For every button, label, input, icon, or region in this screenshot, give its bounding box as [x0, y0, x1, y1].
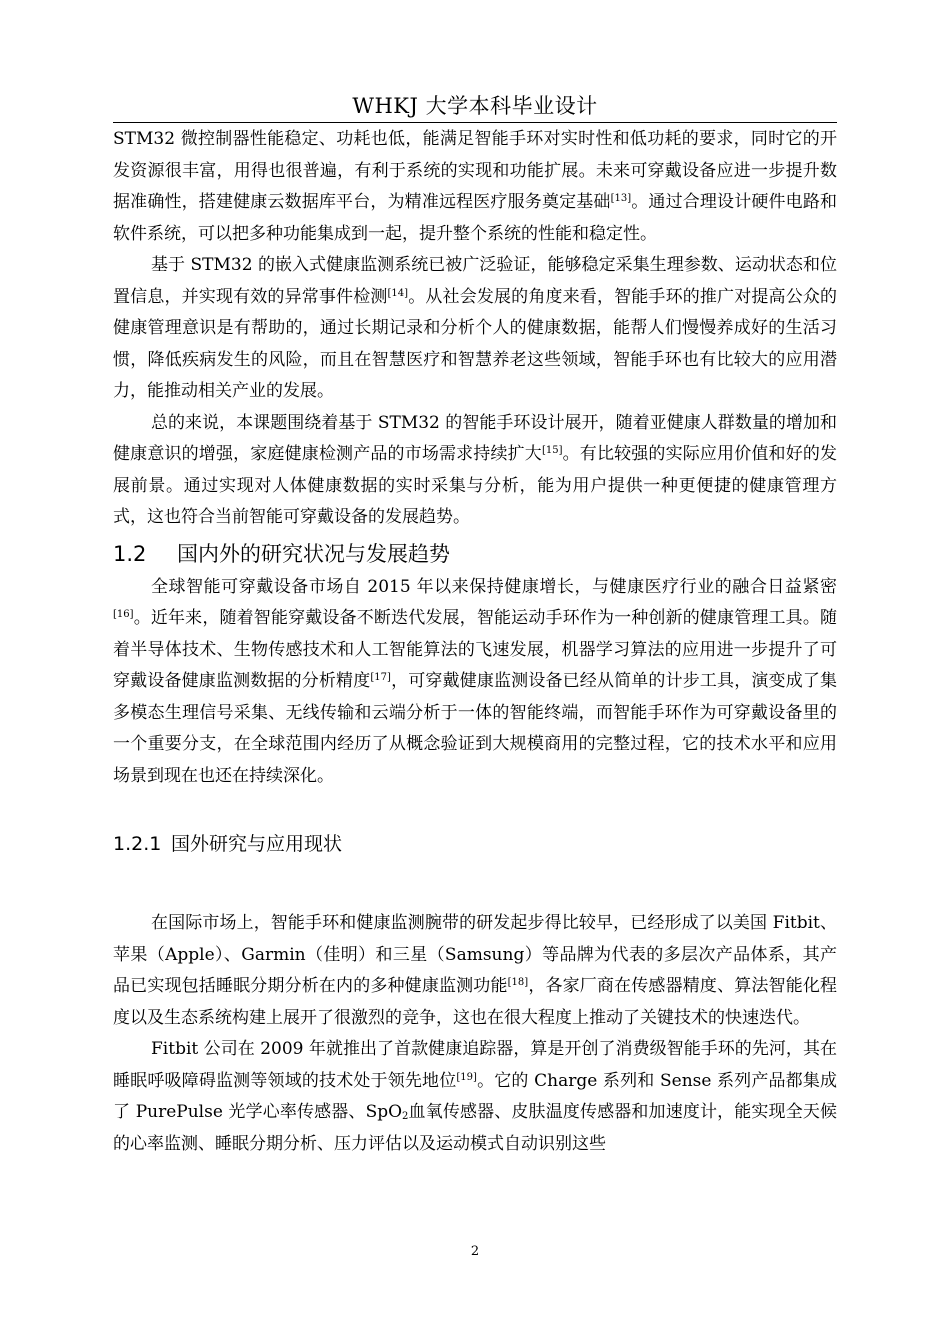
page-body	[113, 124, 837, 1160]
paragraph-text: 。通过合理设计硬件电路和软件系统，可以把多种功能集成到一起，提升整个系统的性能和稳定性。	[113, 192, 838, 244]
paragraph-text: 。近年来，随着智能穿戴设备不断迭代发展，智能运动手环作为一种创新的健康管理工具。随着半导体技术、生物传感技术和人工智能算法的飞速发展，机器学习算法的应用进一步提升了可穿戴设备健康监测数据的分析精度	[113, 608, 837, 691]
citation-ref: [13]	[610, 193, 632, 204]
citation-ref: [19]	[456, 1071, 477, 1083]
paragraph	[113, 250, 837, 408]
page-header-title: WHKJ 大学本科毕业设计	[352, 94, 598, 118]
citation-ref: [18]	[507, 977, 529, 988]
subscript: 2	[402, 1111, 409, 1122]
paragraph	[113, 124, 837, 250]
paragraph-text: 血氧传感器、皮肤温度传感器和加速度计，能实现全天候的心率监测、睡眠分期分析、压力评估以及运动模式自动识别这些	[113, 1102, 837, 1154]
citation-ref: [16]	[113, 609, 134, 620]
subsection-heading	[113, 828, 837, 860]
citation-ref: [15]	[541, 445, 563, 456]
subsection-title: 国外研究与应用现状	[171, 833, 343, 855]
paragraph	[113, 908, 837, 1034]
section-heading	[113, 536, 837, 572]
paragraph-text: 。从社会发展的角度来看，智能手环的推广对提高公众的健康管理意识是有帮助的，通过长期记录和分析个人的健康数据，能帮人们慢慢养成好的生活习惯，降低疾病发生的风险，而且在智慧医疗和智慧养老这些领域，智能手环也有比较大的应用潜力，能推动相关产业的发展。	[113, 286, 838, 401]
paragraph	[113, 572, 837, 793]
paragraph-text: ，各家厂商在传感器精度、算法智能化程度以及生态系统构建上展开了很激烈的竞争，这也在很大程度上推动了关键技术的快速迭代。	[113, 976, 838, 1028]
paragraph-text: ，可穿戴健康监测设备已经从简单的计步工具，演变成了集多模态生理信号采集、无线传输和云端分析于一体的智能终端，而智能手环作为可穿戴设备里的一个重要分支，在全球范围内经历了从概念验证到大规模商用的完整过程，它的技术水平和应用场景到现在也还在持续深化。	[113, 671, 838, 786]
paragraph-text: 。有比较强的实际应用价值和好的发展前景。通过实现对人体健康数据的实时采集与分析，能为用户提供一种更便捷的健康管理方式，这也符合当前智能可穿戴设备的发展趋势。	[113, 444, 838, 527]
subsection-number: 1.2.1	[113, 833, 162, 855]
section-number: 1.2	[113, 541, 147, 566]
section-title: 国内外的研究状况与发展趋势	[177, 541, 450, 566]
header-divider	[113, 122, 837, 123]
paragraph-text: 总的来说，本课题围绕着基于 STM32 的智能手环设计展开，随着亚健康人群数量的增加和健康意识的增强，家庭健康检测产品的市场需求持续扩大	[113, 412, 837, 464]
citation-ref: [17]	[370, 672, 391, 683]
citation-ref: [14]	[387, 287, 409, 299]
paragraph-text: 。它的 Charge 系列和 Sense 系列产品都集成了 PurePulse 光学心率传感器、SpO	[113, 1070, 838, 1122]
paragraph-text: Fitbit 公司在 2009 年就推出了首款健康追踪器，算是开创了消费级智能手环的先河，其在睡眠呼吸障碍监测等领域的技术处于领先地位	[113, 1039, 837, 1091]
paragraph-text: 在国际市场上，智能手环和健康监测腕带的研发起步得比较早，已经形成了以美国 Fitbit、苹果（Apple）、Garmin（佳明）和三星（Samsung）等品牌为代表的多层次产品体系，其产品已实现包括睡眠分期分析在内的多种健康监测功能	[113, 913, 837, 996]
paragraph-text: STM32 微控制器性能稳定、功耗也低，能满足智能手环对实时性和低功耗的要求，同时它的开发资源很丰富，用得也很普遍，有利于系统的实现和功能扩展。未来可穿戴设备应进一步提升数据准确性，搭建健康云数据库平台，为精准远程医疗服务奠定基础	[113, 129, 837, 212]
paragraph-text: 基于 STM32 的嵌入式健康监测系统已被广泛验证，能够稳定采集生理参数、运动状态和位置信息，并实现有效的异常事件检测	[113, 255, 837, 307]
paragraph	[113, 1034, 837, 1160]
paragraph	[113, 408, 837, 534]
page-number: 2	[470, 1244, 480, 1259]
paragraph-text: 全球智能可穿戴设备市场自 2015 年以来保持健康增长，与健康医疗行业的融合日益紧密	[151, 576, 837, 597]
